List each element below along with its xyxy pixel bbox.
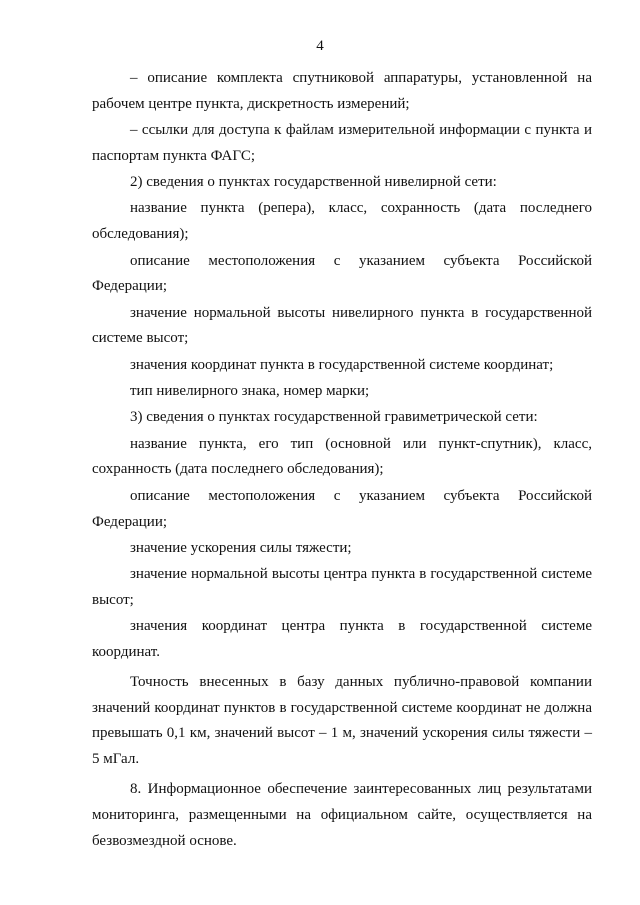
paragraph-information-support: 8. Информационное обеспечение заинтересованных лиц результатами мониторинга, размещенными на официальном сайте, осуществляется на безвозмездной основе. xyxy=(92,781,592,849)
paragraph-gravity-acceleration: значение ускорения силы тяжести; xyxy=(130,539,352,556)
paragraph-gravimetric-network-heading: 3) сведения о пунктах государственной гравиметрической сети: xyxy=(130,409,538,426)
document-body xyxy=(92,66,592,855)
paragraph-gravimetric-location: описание местоположения с указанием субъекта Российской Федерации; xyxy=(92,487,592,530)
paragraph-leveling-sign-type: тип нивелирного знака, номер марки; xyxy=(130,383,370,400)
paragraph-leveling-height: значение нормальной высоты нивелирного пункта в государственной системе высот; xyxy=(92,304,592,347)
page-number: 4 xyxy=(316,38,324,54)
paragraph-gravimetric-height: значение нормальной высоты центра пункта в государственной системе высот; xyxy=(92,566,592,608)
paragraph-accuracy: Точность внесенных в базу данных публично-правовой компании значений координат пунктов в государственной системе координат не должна превышать 0,1 км, значений высот – 1 м, значений ускорения силы тяжести – 5 мГал. xyxy=(92,673,592,768)
paragraph-gravimetric-coordinates: значения координат центра пункта в государственной системе координат. xyxy=(92,618,592,661)
paragraph-leveling-coordinates: значения координат пункта в государственной системе координат; xyxy=(130,356,554,373)
paragraph-file-links: – ссылки для доступа к файлам измерительной информации с пункта и паспортам пункта ФАГС; xyxy=(92,122,592,164)
paragraph-satellite-equipment: – описание комплекта спутниковой аппаратуры, установленной на рабочем центре пункта, дискретность измерений; xyxy=(92,70,592,112)
paragraph-gravimetric-point-name: название пункта, его тип (основной или пункт-спутник), класс, сохранность (дата последнего обследования); xyxy=(92,435,592,478)
paragraph-leveling-network-heading: 2) сведения о пунктах государственной нивелирной сети: xyxy=(130,174,497,191)
paragraph-leveling-location: описание местоположения с указанием субъекта Российской Федерации; xyxy=(92,252,592,295)
paragraph-leveling-point-name: название пункта (репера), класс, сохранность (дата последнего обследования); xyxy=(92,200,592,243)
